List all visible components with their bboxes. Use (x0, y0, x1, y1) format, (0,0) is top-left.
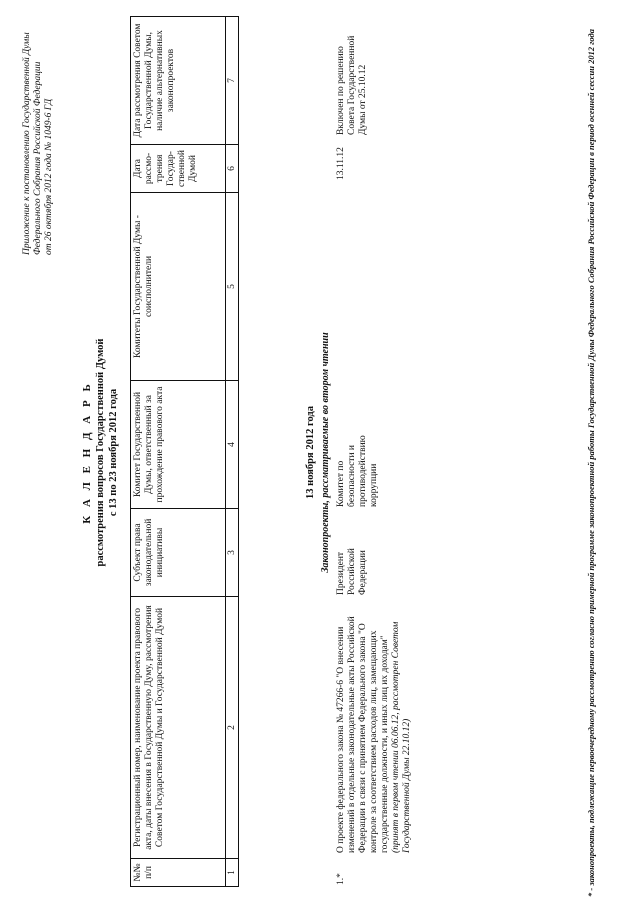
bill-description: О проекте федерального закона № 47266-6 "О внесении изменений в отдельные законодательные акты Российской Федерации в связи с принятием Федерального закона "О контроле за соответствием расходов лиц, замещающих государственные должности, и иных лиц их доходам" (336, 616, 390, 853)
header-cell: Субъект права законодательной инициативы (131, 509, 226, 597)
document-period: с 13 по 23 ноября 2012 года (108, 388, 119, 517)
approval-line: Федерального Собрания Российской Федерации (33, 61, 43, 255)
document-subtitle: рассмотрения вопросов Государственной Думой (95, 338, 106, 567)
date-heading: 13 ноября 2012 года (305, 406, 316, 499)
row-number: 1.* (336, 873, 346, 885)
header-cell: Комитет Государственной Думы, ответственный за прохождение правового акта (131, 381, 226, 509)
column-number: 3 (226, 509, 239, 597)
column-number: 2 (226, 597, 239, 859)
bill-description-block (336, 598, 413, 853)
column-number: 7 (226, 17, 239, 145)
document-title: К А Л Е Н Д А Р Ь (81, 381, 93, 524)
column-number: 6 (226, 145, 239, 193)
initiative-subject: Президент Российской Федерации (336, 548, 368, 595)
responsible-committee: Комитет по безопасности и противодействию коррупции (336, 435, 379, 507)
header-cell: Комитеты Государственной Думы - соисполнители (131, 193, 226, 381)
bill-reading-note: (принят в первом чтении 06.06.12, рассмотрен Советом Государственной Думы 22.10.12) (391, 621, 412, 853)
consideration-date: 13.11.12 (336, 147, 346, 180)
approval-line: от 26 октября 2012 года № 1049-6 ГД (44, 98, 54, 255)
column-number: 1 (226, 859, 239, 887)
calendar-table (130, 16, 239, 887)
header-cell: №№ п/п (131, 859, 226, 887)
table-header-row (131, 17, 226, 887)
column-number: 4 (226, 381, 239, 509)
column-number-row (226, 17, 239, 887)
header-cell: Дата рассмо-трения Государ-ственной Думой (131, 145, 226, 193)
header-cell: Регистрационный номер, наименование проекта правового акта, даты внесения в Государственную Думу, рассмотрения Советом Государственной Думы и Государственной Думой (131, 597, 226, 859)
column-number: 5 (226, 193, 239, 381)
council-decision: Включен по решению Совета Государственной Думы от 25.10.12 (336, 35, 368, 135)
approval-line: Приложение к постановлению Государственной Думы (22, 32, 32, 255)
section-heading: Законопроекты, рассматриваемые во втором чтении (320, 332, 331, 573)
header-cell: Дата рассмотрения Советом Государственной Думы, наличие альтернативных законопроектов (131, 17, 226, 145)
approval-note (22, 5, 55, 255)
footnote: * - законопроекты, подлежащие первоочередному рассмотрению согласно примерной программе законопроектной работы Государственной Думы Федерального Собрания Российской Федерации в период осенней сессии 2012 года (586, 28, 596, 897)
